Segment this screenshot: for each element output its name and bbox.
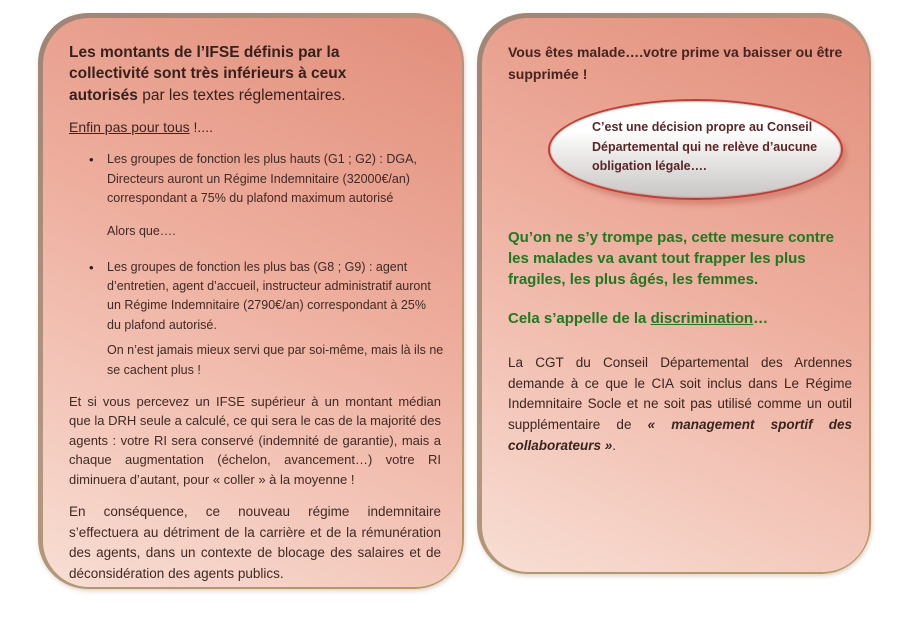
bullet-note-soi-meme: On n’est jamais mieux servi que par soi-même, mais là ils ne se cachent plus ! [107, 343, 444, 377]
green-line-prefix: Cela s’appelle de la [508, 310, 651, 328]
list-item [69, 150, 436, 208]
bullet-icon: • [89, 259, 94, 275]
closing-suffix: . [612, 437, 617, 453]
right-leaflet-panel [477, 13, 871, 574]
bullet-icon: • [89, 152, 94, 168]
left-panel-subtitle [69, 119, 436, 135]
speech-ellipse-text: C’est une décision propre au Conseil Départemental qui ne relève d’aucune obligation légale…. [592, 120, 818, 174]
left-leaflet-panel [38, 13, 464, 589]
bullet-text-low-groups: Les groupes de fonction les plus bas (G8 ; G9) : agent d’entretien, agent d’accueil, instructeur administratif auront un Régime Indemnitaire (2790€/an) correspondant à 25% du plafond autorisé. [107, 259, 431, 332]
green-line-suffix: … [753, 310, 769, 328]
green-paragraph-measure: Qu’on ne s’y trompe pas, cette mesure contre les malades va avant tout frapper les plus fragiles, les plus âgés, les femmes. [508, 229, 834, 288]
left-panel-paragraph-ifse: Et si vous percevez un IFSE supérieur à un montant médian que la DRH seule a calculé, ce qui sera le cas de la majorité des agents : votre RI sera conservé (indemnité de garantie), mais a chaque augmentation (échelon, avancement…) votre RI diminuera d’autant, pour « coller » à la moyenne ! [69, 393, 441, 487]
closing-prefix: La CGT du Conseil Départemental des Ardennes demande à ce que le CIA soit inclus dans Le Régime Indemnitaire Socle et ne soit pas utilisé comme un outil supplémentaire de [508, 355, 852, 432]
left-panel-title-rest: par les textes réglementaires. [137, 86, 346, 104]
left-panel-title-bold: Les montants de l’IFSE définis par la collectivité sont très inférieurs à ceux autorisés [69, 44, 347, 104]
closing-paragraph-cgt [508, 353, 852, 456]
green-line-underlined-word: discrimination [650, 310, 754, 328]
speech-ellipse [548, 99, 843, 200]
list-item [69, 258, 436, 336]
bullet-note-alors-que: Alors que…. [107, 224, 176, 239]
left-panel-subtitle-rest: !.... [189, 119, 213, 136]
right-leaflet-panel-body [482, 18, 869, 572]
left-panel-title [69, 42, 374, 106]
left-leaflet-panel-body [43, 18, 462, 587]
right-panel-title: Vous êtes malade….votre prime va baisser ou être supprimée ! [508, 44, 843, 82]
bullet-text-high-groups: Les groupes de fonction les plus hauts (G1 ; G2) : DGA, Directeurs auront un Régime Indemnitaire (32000€/an) correspondant a 75% du plafond maximum autorisé [107, 152, 417, 205]
left-panel-subtitle-underlined: Enfin pas pour tous [69, 119, 190, 136]
green-line-discrimination [508, 310, 845, 327]
left-panel-paragraph-consequence: En conséquence, ce nouveau régime indemnitaire s’effectuera au détriment de la carrière et de la rémunération des agents, dans un contexte de blocage des salaires et de déconsidération des agents publics. [69, 504, 441, 581]
closing-emphasis: « management sportif des collaborateurs » [508, 416, 852, 453]
